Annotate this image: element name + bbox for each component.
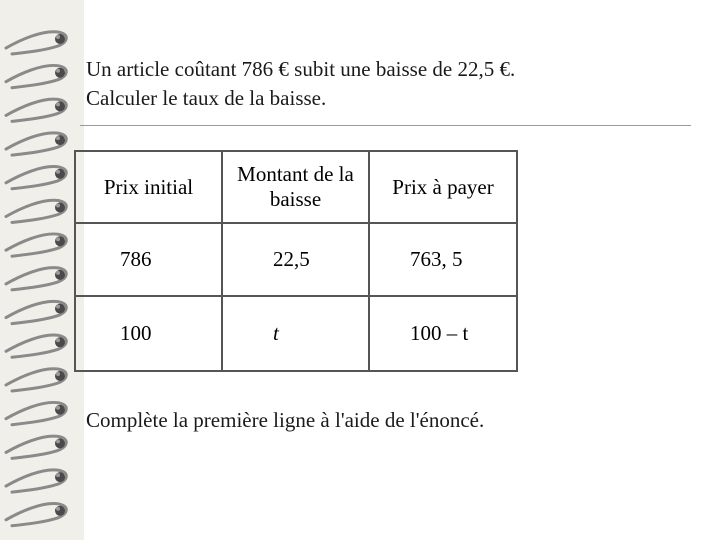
- spiral-ring-icon: [6, 470, 66, 492]
- header-montant-baisse: Montant de la baisse: [222, 151, 369, 223]
- percentage-table: [74, 150, 518, 372]
- cell-montant-baisse: 22,5: [222, 223, 369, 296]
- cell-base-100: 100: [75, 296, 222, 371]
- header-prix-a-payer: Prix à payer: [369, 151, 517, 223]
- spiral-ring-icon: [6, 301, 66, 323]
- spiral-ring-icon: [6, 32, 66, 54]
- spiral-ring-icon: [6, 402, 66, 424]
- divider: [80, 125, 691, 126]
- spiral-ring-icon: [6, 369, 66, 391]
- header-prix-initial: Prix initial: [75, 151, 222, 223]
- table-header-row: [75, 151, 517, 223]
- spiral-binding: [0, 0, 84, 540]
- table-row: [75, 223, 517, 296]
- spiral-ring-icon: [6, 167, 66, 189]
- spiral-ring-icon: [6, 99, 66, 121]
- problem-line-1: Un article coûtant 786 € subit une baisse de 22,5 €.: [86, 57, 516, 81]
- spiral-ring-icon: [6, 65, 66, 87]
- spiral-ring-icon: [6, 133, 66, 155]
- variable-t: t: [273, 321, 279, 345]
- cell-100-minus-t: 100 – t: [369, 296, 517, 371]
- cell-prix-initial: 786: [75, 223, 222, 296]
- spiral-ring-icon: [6, 234, 66, 256]
- spiral-rings-icon: [0, 0, 84, 540]
- spiral-ring-icon: [6, 268, 66, 290]
- spiral-ring-icon: [6, 504, 66, 526]
- problem-statement: [86, 55, 515, 113]
- spiral-ring-icon: [6, 335, 66, 357]
- cell-taux: [222, 296, 369, 371]
- problem-line-2: Calculer le taux de la baisse.: [86, 86, 327, 110]
- spiral-ring-icon: [6, 200, 66, 222]
- table-row: [75, 296, 517, 371]
- spiral-ring-icon: [6, 436, 66, 458]
- instruction-text: Complète la première ligne à l'aide de l'énoncé.: [86, 408, 485, 432]
- cell-prix-a-payer: 763, 5: [369, 223, 517, 296]
